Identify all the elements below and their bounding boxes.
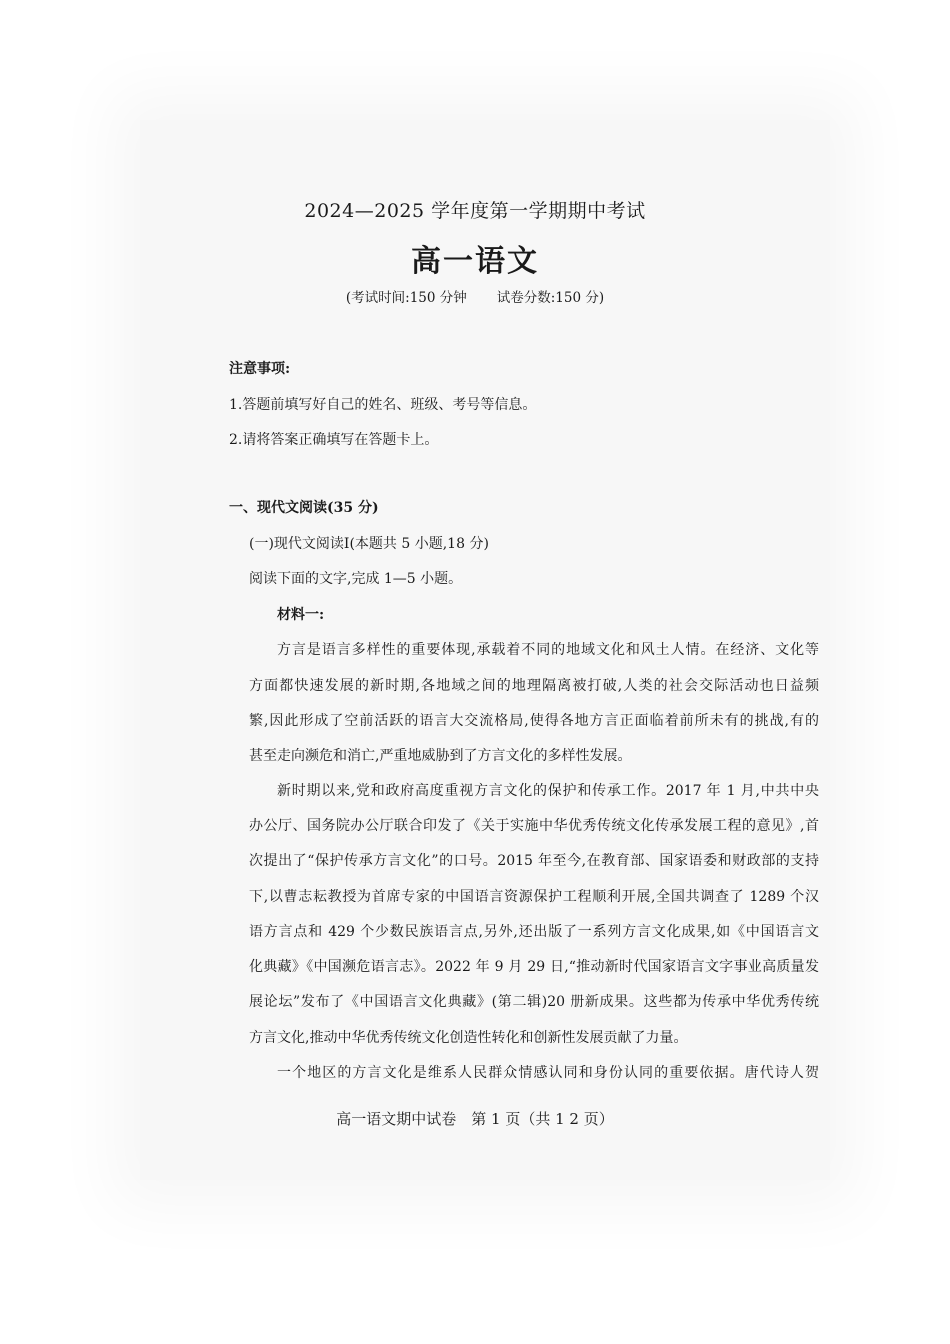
- passage-line: 一个地区的方言文化是维系人民群众情感认同和身份认同的重要依据。唐代诗人贺: [277, 1065, 819, 1081]
- notice-item: 2.请将答案正确填写在答题卡上。: [229, 432, 439, 448]
- passage-line: 次提出了“保护传承方言文化”的口号。2015 年至今,在教育部、国家语委和财政部的支持: [249, 853, 819, 869]
- passage-line: 下,以曹志耘教授为首席专家的中国语言资源保护工程顺利开展,全国共调查了 1289 个汉: [249, 889, 819, 905]
- material-label: 材料一:: [277, 607, 325, 623]
- passage-line: 新时期以来,党和政府高度重视方言文化的保护和传承工作。2017 年 1 月,中共中央: [277, 783, 819, 799]
- reading-instruction: 阅读下面的文字,完成 1—5 小题。: [249, 571, 463, 587]
- subject-title: 高一语文: [411, 244, 539, 279]
- passage-line: 方面都快速发展的新时期,各地域之间的地理隔离被打破,人类的社会交际活动也日益频: [249, 678, 819, 694]
- page-footer: 高一语文期中试卷 第 1 页（共 1 2 页）: [336, 1110, 614, 1128]
- exam-info: [0, 286, 950, 306]
- passage-line: 方言是语言多样性的重要体现,承载着不同的地域文化和风土人情。在经济、文化等: [277, 642, 819, 658]
- notice-item: 1.答题前填写好自己的姓名、班级、考号等信息。: [229, 397, 537, 413]
- exam-score: 试卷分数:150 分): [496, 290, 605, 306]
- exam-time: (考试时间:150 分钟: [345, 290, 467, 306]
- notice-heading: 注意事项:: [229, 361, 291, 377]
- passage-line: 方言文化,推动中华优秀传统文化创造性转化和创新性发展贡献了力量。: [249, 1030, 688, 1046]
- passage-line: 化典藏》《中国濒危语言志》。2022 年 9 月 29 日,“推动新时代国家语言文字事业高质量发: [249, 959, 819, 975]
- exam-title: 2024—2025 学年度第一学期期中考试: [304, 200, 646, 222]
- passage-line: 展论坛”发布了《中国语言文化典藏》(第二辑)20 册新成果。这些都为传承中华优秀传统: [249, 994, 819, 1010]
- passage-line: 语方言点和 429 个少数民族语言点,另外,还出版了一系列方言文化成果,如《中国语言文: [249, 924, 819, 940]
- section-title: 一、现代文阅读(35 分): [229, 500, 379, 516]
- passage-line: 甚至走向濒危和消亡,严重地威胁到了方言文化的多样性发展。: [249, 748, 632, 764]
- subsection-title: (一)现代文阅读Ⅰ(本题共 5 小题,18 分): [249, 536, 489, 552]
- passage-line: 繁,因此形成了空前活跃的语言大交流格局,使得各地方言正面临着前所未有的挑战,有的: [249, 713, 819, 729]
- passage-line: 办公厅、国务院办公厅联合印发了《关于实施中华优秀传统文化传承发展工程的意见》,首: [249, 818, 819, 834]
